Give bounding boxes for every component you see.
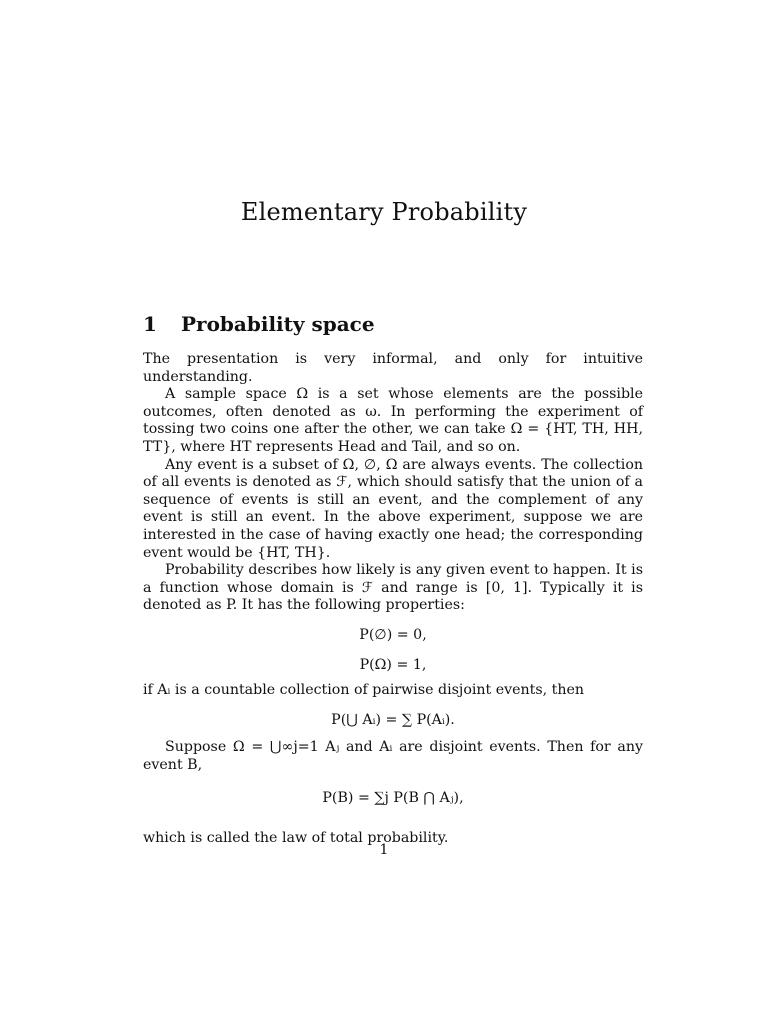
document-title: Elementary Probability [240, 198, 528, 226]
paragraph: Suppose Ω = ⋃∞j=1 Aⱼ and Aᵢ are disjoint events. Then for any event B, [143, 739, 643, 773]
paragraph: The presentation is very informal, and only for intuitive understanding. [143, 351, 643, 385]
page-number: 1 [379, 842, 389, 858]
paragraph: Any event is a subset of Ω, ∅, Ω are always events. The collection of all events is denoted as ℱ, which should satisfy that the union of a sequence of events is still an event, and the complement of any event is still an event. In the above experiment, suppose we are interested in the case of having exactly one head; the corresponding event would be {HT, TH}. [143, 456, 643, 561]
section-title: Probability space [181, 312, 375, 336]
equation: P(Ω) = 1, [359, 656, 427, 673]
document-body [143, 351, 643, 848]
section-number: 1 [143, 312, 157, 336]
paragraph: which is called the law of total probability. [143, 830, 449, 847]
equation: P(B) = ∑j P(B ⋂ Aⱼ), [322, 790, 464, 807]
paragraph: A sample space Ω is a set whose elements are the possible outcomes, often denoted as ω. In performing the experiment of tossing two coins one after the other, we can take Ω = {HT, TH, HH, TT}, where HT represents Head and Tail, and so on. [143, 386, 643, 455]
equation: P(⋃ Aᵢ) = ∑ P(Aᵢ). [331, 711, 455, 728]
paragraph: if Aᵢ is a countable collection of pairwise disjoint events, then [143, 682, 585, 699]
equation: P(∅) = 0, [359, 626, 427, 643]
section-heading [143, 312, 375, 336]
paragraph: Probability describes how likely is any given event to happen. It is a function whose domain is ℱ and range is [0, 1]. Typically it is denoted as P. It has the following properties: [143, 562, 643, 614]
